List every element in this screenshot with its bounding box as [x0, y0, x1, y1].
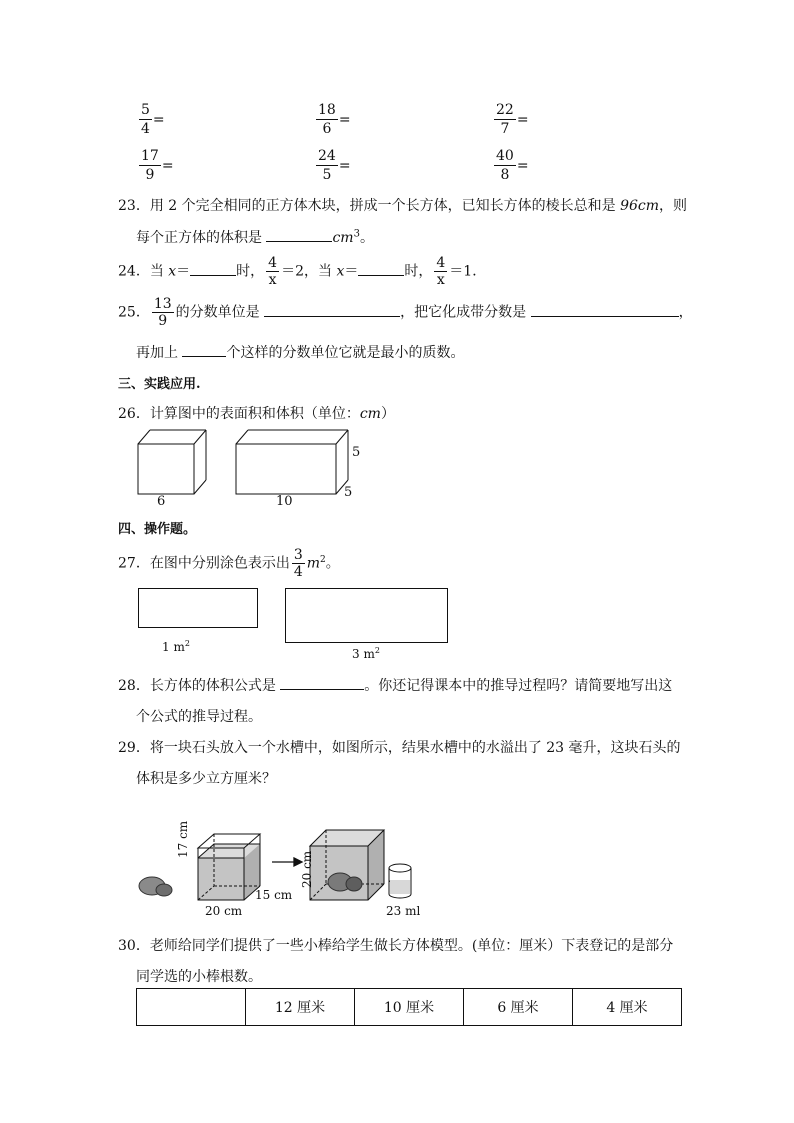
question-25-line2: 再加上 个这样的分数单位它就是最小的质数。 [136, 342, 464, 362]
table-header-cell: 12 厘米 [246, 989, 355, 1026]
rect-3m2-label: 3 $m^2$ [352, 646, 380, 661]
question-23-line2: 每个正方体的体积是 $cm^3$。 [136, 228, 374, 246]
rect-3m2[interactable] [285, 588, 448, 643]
answer-blank[interactable] [266, 227, 332, 242]
q26-figures [130, 426, 370, 512]
answer-blank[interactable] [264, 302, 400, 317]
water-tank-after [310, 830, 384, 900]
question-29-line1: 29．将一块石头放入一个水槽中，如图所示，结果水槽中的水溢出了 23 毫升，这块石头的 [118, 740, 681, 756]
fraction-3-4: $\frac{3}{4}$ [293, 547, 303, 580]
fraction-18-6: $\frac{18}{6}$ = [318, 102, 351, 137]
cuboid-figure [236, 430, 348, 494]
table-row [137, 989, 682, 1026]
question-29-line2: 体积是多少立方厘米？ [136, 771, 276, 787]
answer-blank[interactable] [190, 261, 236, 276]
question-24: 24．当 x＝ 时， $\frac{4}{x}$ ＝2，当 x＝ 时， $\frac{4}{x}$ ＝1． [118, 255, 487, 288]
question-28-line2: 个公式的推导过程。 [136, 709, 262, 725]
section-4-heading: 四、操作题。 [118, 522, 197, 537]
arrow-right-icon [272, 858, 302, 866]
stone-icon [139, 877, 172, 896]
fraction-4-x: $\frac{4}{x}$ [268, 255, 278, 288]
table-header-cell: 6 厘米 [464, 989, 573, 1026]
cuboid-height-label: 5 [352, 445, 361, 460]
question-25-line1: 25． $\frac{13}{9}$ 的分数单位是 ，把它化成带分数是 ， [118, 296, 693, 329]
question-26: 26．计算图中的表面积和体积（单位：cm） [118, 406, 395, 422]
answer-blank[interactable] [531, 302, 679, 317]
tank1-height-label: 17 cm [176, 820, 190, 858]
question-27: 27．在图中分别涂色表示出 $\frac{3}{4}$ $m^2$。 [118, 547, 340, 580]
water-tank-before [198, 834, 260, 900]
question-30-line2: 同学选的小棒根数。 [136, 969, 262, 985]
answer-blank[interactable] [280, 675, 364, 690]
fraction-5-4: $\frac{5}{4}$ = [141, 102, 165, 137]
fraction-22-7: $\frac{22}{7}$ = [496, 102, 529, 137]
fraction-17-9: $\frac{17}{9}$ = [141, 148, 174, 183]
fraction-40-8: $\frac{40}{8}$ = [496, 148, 529, 183]
question-30-line1: 30．老师给同学们提供了一些小棒给学生做长方体模型。(单位：厘米）下表登记的是部分 [118, 938, 674, 954]
rect-1m2-label: 1 $m^2$ [162, 639, 190, 654]
beaker-volume-label: 23 ml [386, 904, 421, 918]
table-header-cell [137, 989, 246, 1026]
fraction-24-5: $\frac{24}{5}$ = [318, 148, 351, 183]
fraction-4-x-2: $\frac{4}{x}$ [436, 255, 446, 288]
answer-blank[interactable] [182, 342, 226, 357]
tank1-length-label: 20 cm [205, 904, 243, 918]
beaker-icon [389, 864, 411, 898]
table-header-cell: 10 厘米 [355, 989, 464, 1026]
fraction-13-9: $\frac{13}{9}$ [153, 296, 172, 329]
cube-edge-label: 6 [157, 494, 166, 509]
table-header-cell: 4 厘米 [573, 989, 682, 1026]
cuboid-length-label: 10 [276, 494, 293, 509]
question-23-line1: 23．用 2 个完全相同的正方体木块，拼成一个长方体，已知长方体的棱长总和是 96cm，则 [118, 198, 688, 214]
rect-1m2[interactable] [138, 588, 258, 628]
answer-blank[interactable] [358, 261, 404, 276]
cube-figure [138, 430, 206, 494]
section-3-heading: 三、实践应用. [118, 377, 201, 392]
cuboid-width-label: 5 [344, 485, 353, 500]
question-28-line1: 28．长方体的体积公式是 。你还记得课本中的推导过程吗？请简要地写出这 [118, 675, 672, 695]
sticks-table [136, 988, 682, 1026]
tank1-width-label: 15 cm [255, 888, 293, 902]
tank2-height-label: 20 cm [300, 850, 314, 888]
